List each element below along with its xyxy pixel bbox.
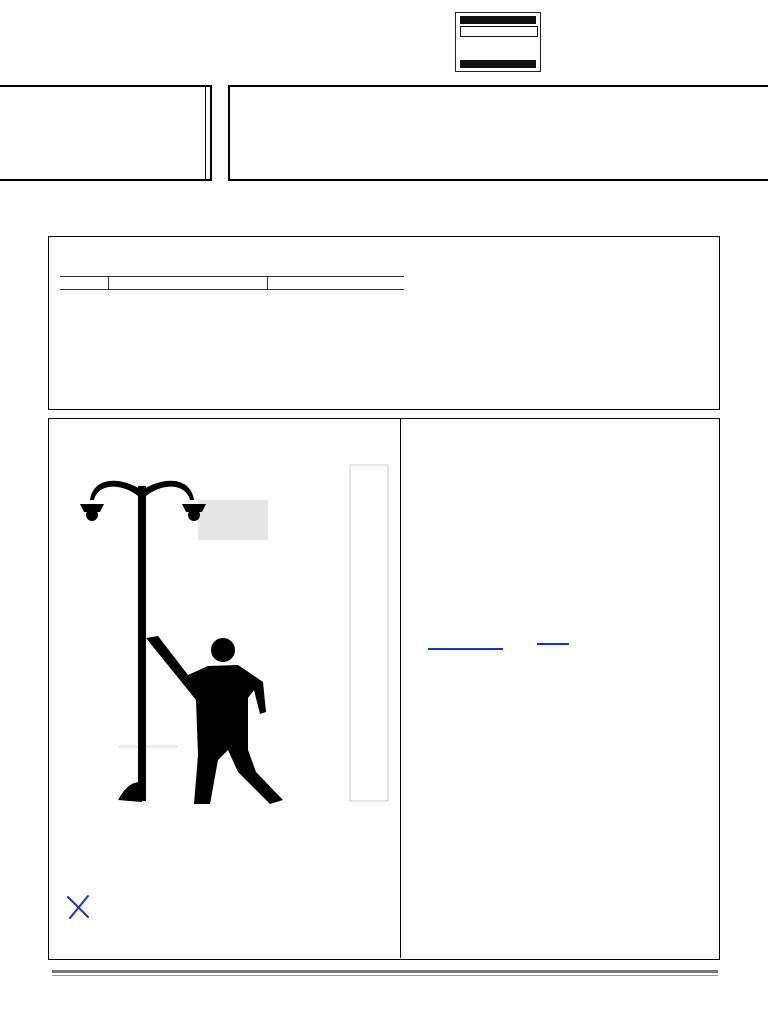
bg-strip xyxy=(118,745,178,748)
background-checker xyxy=(198,500,268,540)
correlation-table xyxy=(60,276,404,290)
lamp-bulb-left xyxy=(86,509,98,521)
title-divider xyxy=(205,87,212,179)
lamp-post xyxy=(80,481,206,802)
footer-rule-thin xyxy=(52,975,718,976)
question-divider xyxy=(400,418,401,958)
option-b[interactable] xyxy=(78,919,84,934)
logo xyxy=(455,12,541,72)
ruler-body xyxy=(350,465,388,801)
logo-top-band xyxy=(460,16,536,24)
ruler xyxy=(350,465,388,801)
lamp-bulb-right xyxy=(188,509,200,521)
table-section-box xyxy=(48,236,720,410)
worksheet-box xyxy=(0,85,212,181)
man-body xyxy=(146,636,283,804)
lamp-man-illustration xyxy=(78,460,398,810)
option-c[interactable] xyxy=(78,935,84,950)
hw-frac-line-right xyxy=(537,643,569,645)
option-e[interactable] xyxy=(241,918,247,933)
man-silhouette xyxy=(146,636,283,804)
logo-url-band xyxy=(460,60,536,68)
title-box xyxy=(228,85,768,181)
header-size xyxy=(268,277,405,290)
lamp-post-pole xyxy=(138,486,146,801)
header-height xyxy=(109,277,268,290)
lamp-base xyxy=(118,782,142,802)
footer-rule xyxy=(52,970,718,973)
man-head xyxy=(211,638,235,662)
lamp-arm-right xyxy=(142,481,194,500)
option-d[interactable] xyxy=(243,900,249,915)
hw-frac-line-left xyxy=(428,648,503,650)
header-no xyxy=(60,277,109,290)
logo-name xyxy=(460,26,538,37)
table-header-row xyxy=(60,277,404,290)
answer-cross-mark xyxy=(64,893,94,921)
lamp-arm-left xyxy=(90,481,142,500)
